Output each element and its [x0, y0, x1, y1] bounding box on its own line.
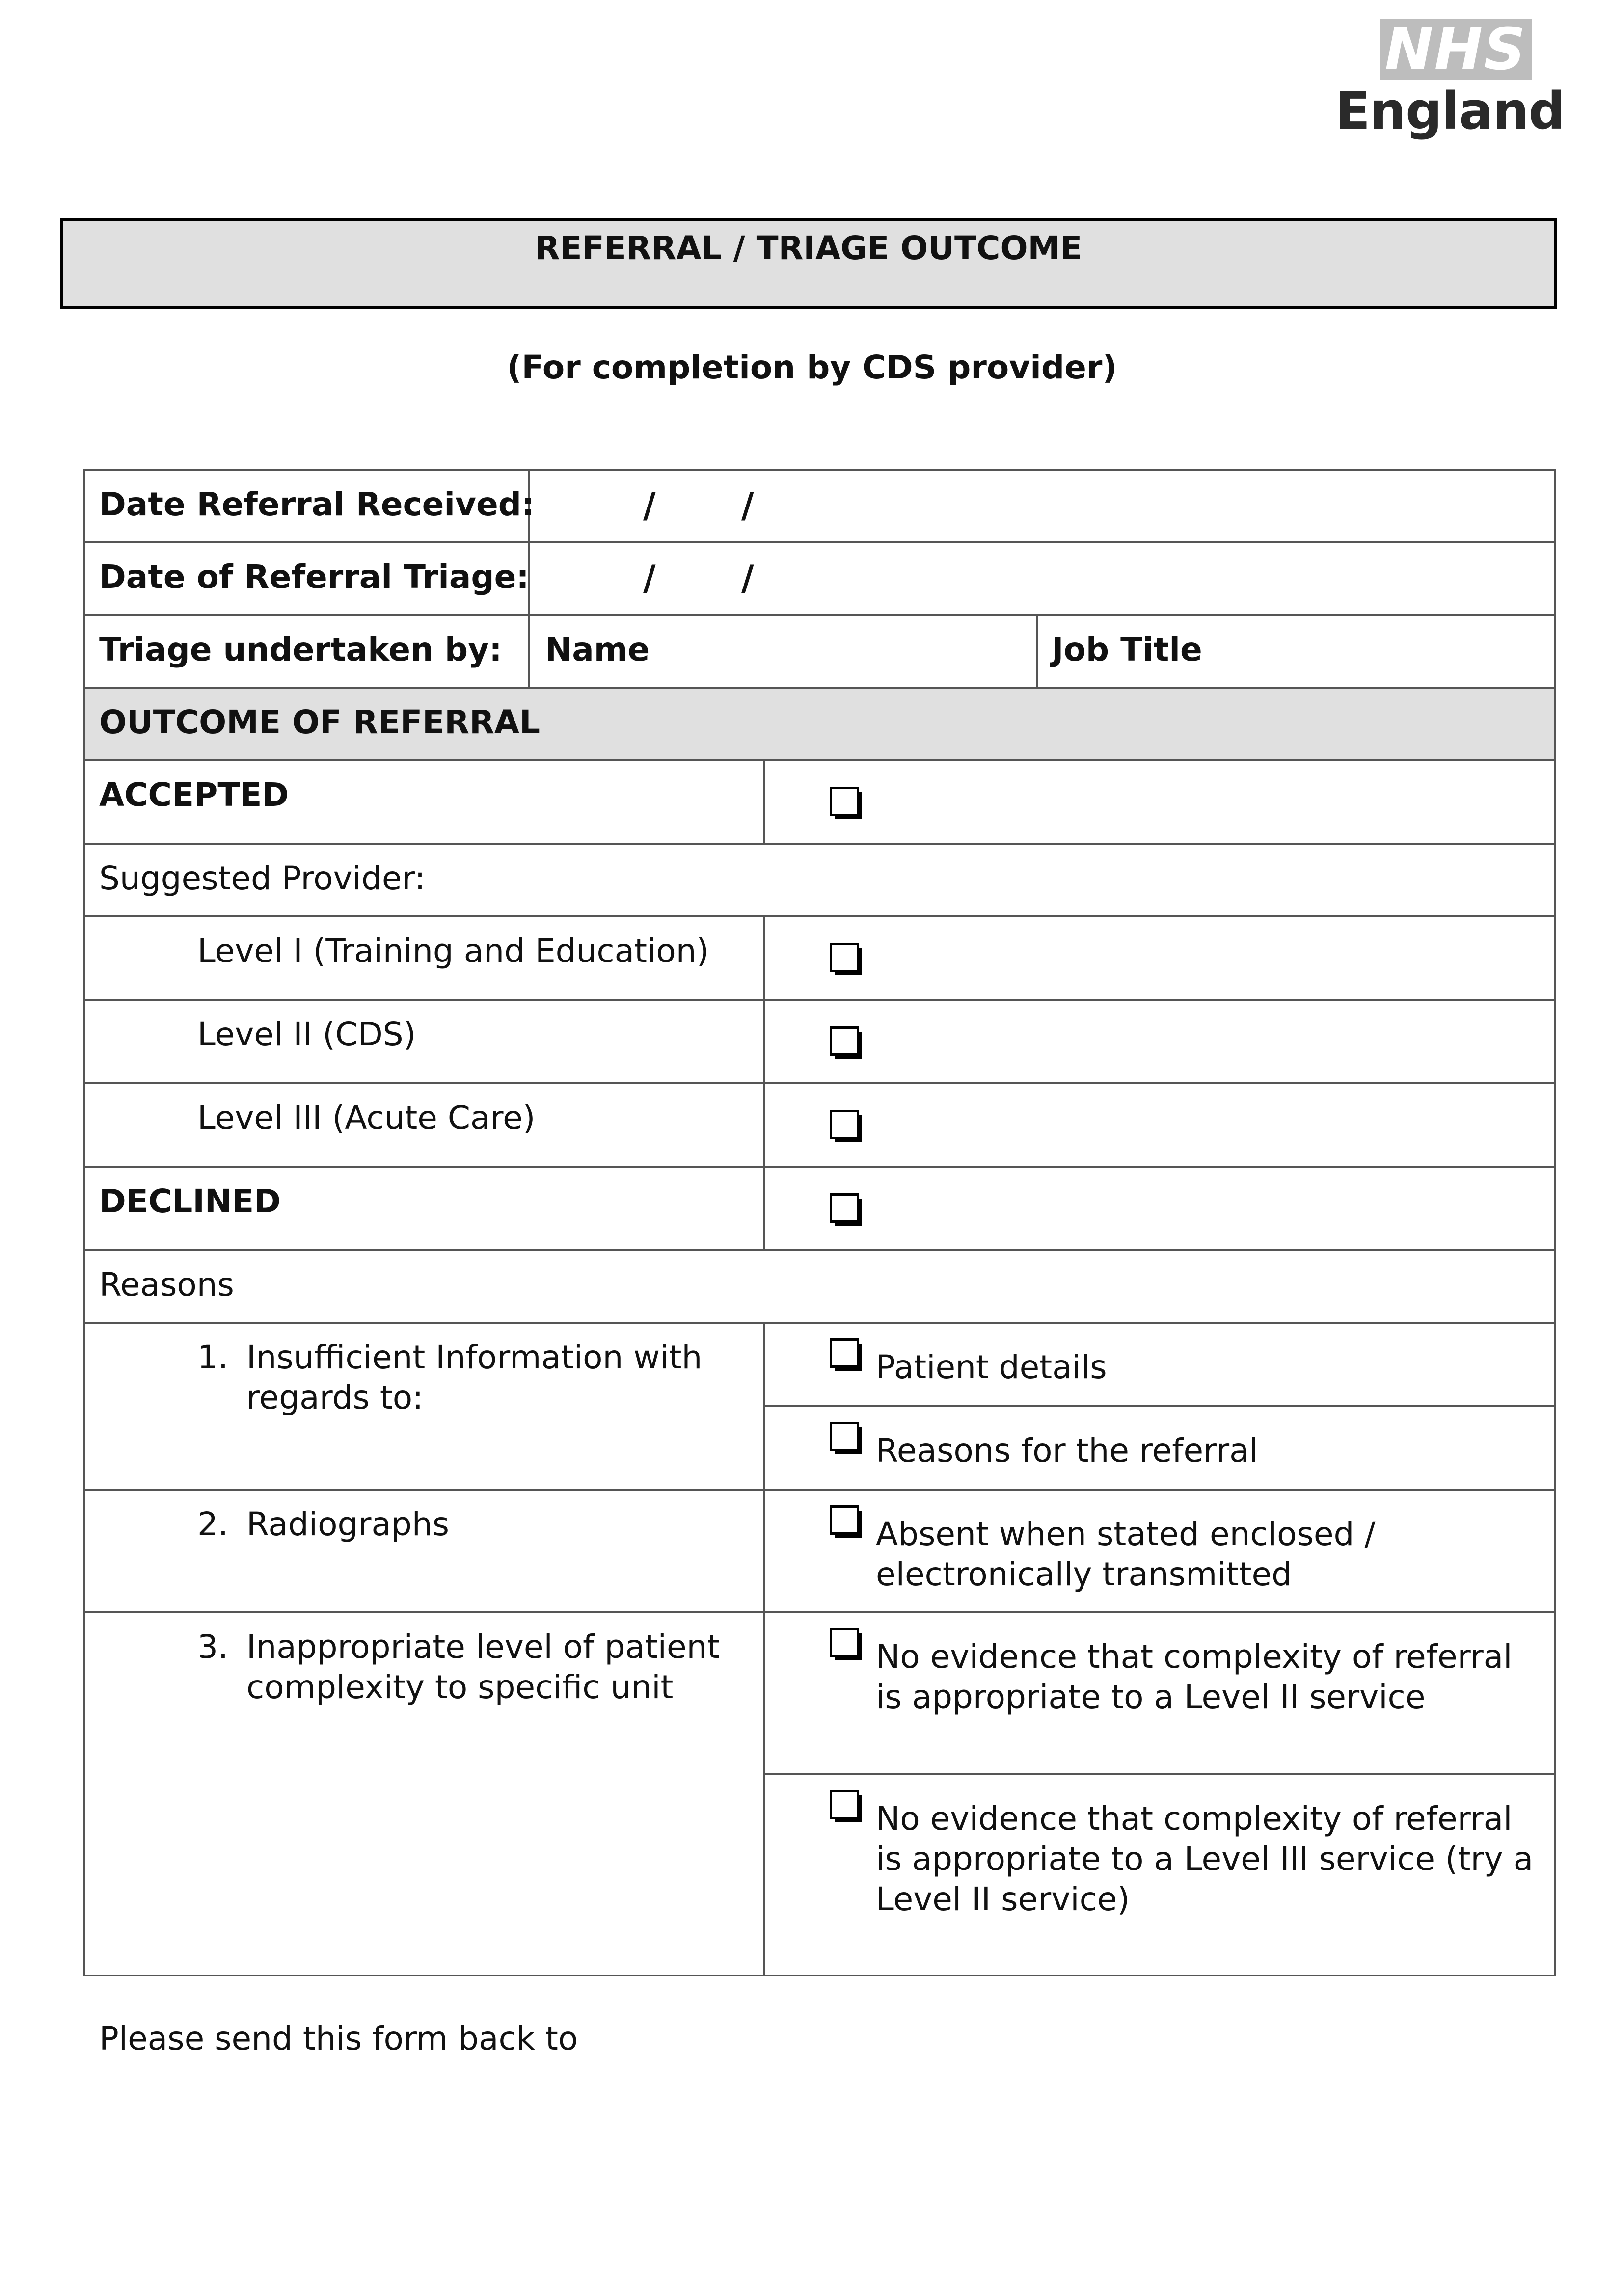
- reason-1-number: 1.: [197, 1338, 228, 1376]
- name-field[interactable]: Name: [545, 631, 650, 668]
- accepted-checkbox[interactable]: [830, 787, 859, 816]
- nhs-logo-text: NHS: [1384, 15, 1527, 83]
- date-triage-separator: /: [741, 558, 754, 598]
- date-triage-label: Date of Referral Triage:: [99, 558, 529, 596]
- row-divider: [83, 915, 1556, 917]
- reason-2-text: Radiographs: [246, 1505, 450, 1543]
- patient-details-label: Patient details: [876, 1348, 1107, 1386]
- row-divider: [83, 1611, 1556, 1613]
- triage-by-label: Triage undertaken by:: [99, 631, 502, 668]
- row-divider: [83, 999, 1556, 1001]
- row-divider: [83, 1249, 1556, 1251]
- radiographs-absent-checkbox[interactable]: [830, 1505, 859, 1535]
- form-title: REFERRAL / TRIAGE OUTCOME: [535, 229, 1083, 267]
- level-1-label: Level I (Training and Education): [197, 932, 709, 970]
- level-3-complexity-checkbox[interactable]: [830, 1790, 859, 1819]
- level-3-complexity-label: No evidence that complexity of referral is appropriate to a Level III service (try a Level II service): [876, 1800, 1534, 1918]
- reason-2-number: 2.: [197, 1505, 228, 1543]
- column-divider: [1036, 614, 1038, 689]
- row-divider: [763, 1773, 1556, 1775]
- accepted-label: ACCEPTED: [99, 776, 289, 814]
- level-3-checkbox[interactable]: [830, 1110, 859, 1139]
- date-triage-separator: /: [643, 558, 656, 598]
- row-divider: [83, 1082, 1556, 1084]
- row-divider: [83, 1322, 1556, 1324]
- table-border: [83, 1975, 1556, 1976]
- level-2-label: Level II (CDS): [197, 1015, 416, 1053]
- patient-details-checkbox[interactable]: [830, 1338, 859, 1368]
- reasons-label: Reasons: [99, 1266, 234, 1304]
- declined-checkbox[interactable]: [830, 1193, 859, 1223]
- form-subtitle: (For completion by CDS provider): [507, 348, 1117, 386]
- nhs-logo-box: [1380, 15, 1532, 83]
- radiographs-absent-label: Absent when stated enclosed / electronically transmitted: [876, 1515, 1376, 1593]
- england-logo-text: England: [1335, 81, 1565, 141]
- row-divider: [83, 843, 1556, 845]
- level-2-checkbox[interactable]: [830, 1026, 859, 1056]
- column-divider: [763, 759, 765, 845]
- footer-instructions: Please send this form back to: [99, 2020, 578, 2057]
- referral-reasons-checkbox[interactable]: [830, 1422, 859, 1451]
- table-border: [83, 469, 85, 1976]
- row-divider: [83, 687, 1556, 689]
- job-title-field[interactable]: Job Title: [1052, 631, 1202, 668]
- level-2-complexity-checkbox[interactable]: [830, 1628, 859, 1657]
- date-received-separator: /: [741, 485, 754, 526]
- reason-3-number: 3.: [197, 1628, 228, 1666]
- declined-label: DECLINED: [99, 1182, 281, 1220]
- level-2-complexity-label: No evidence that complexity of referral is appropriate to a Level II service: [876, 1638, 1513, 1716]
- date-received-label: Date Referral Received:: [99, 485, 535, 523]
- referral-reasons-label: Reasons for the referral: [876, 1432, 1258, 1469]
- level-1-checkbox[interactable]: [830, 943, 859, 972]
- row-divider: [83, 1166, 1556, 1168]
- date-received-separator: /: [643, 485, 656, 526]
- suggested-provider-label: Suggested Provider:: [99, 859, 426, 897]
- row-divider: [83, 1489, 1556, 1491]
- date-received-input[interactable]: [531, 471, 1552, 541]
- column-divider: [763, 915, 765, 1251]
- row-divider: [83, 759, 1556, 761]
- row-divider: [83, 614, 1556, 616]
- level-3-label: Level III (Acute Care): [197, 1099, 536, 1137]
- nhs-england-logo: [1335, 15, 1565, 141]
- column-divider: [763, 1322, 765, 1976]
- table-border: [1554, 469, 1556, 1976]
- reason-3-text: Inappropriate level of patient complexity to specific unit: [246, 1628, 720, 1706]
- referral-form-table: [83, 469, 1556, 1976]
- reason-1-text: Insufficient Information with regards to:: [246, 1338, 703, 1416]
- outcome-header: OUTCOME OF REFERRAL: [99, 703, 541, 741]
- date-triage-input[interactable]: [531, 543, 1552, 614]
- row-divider: [763, 1405, 1556, 1407]
- form-title-box: [60, 218, 1557, 309]
